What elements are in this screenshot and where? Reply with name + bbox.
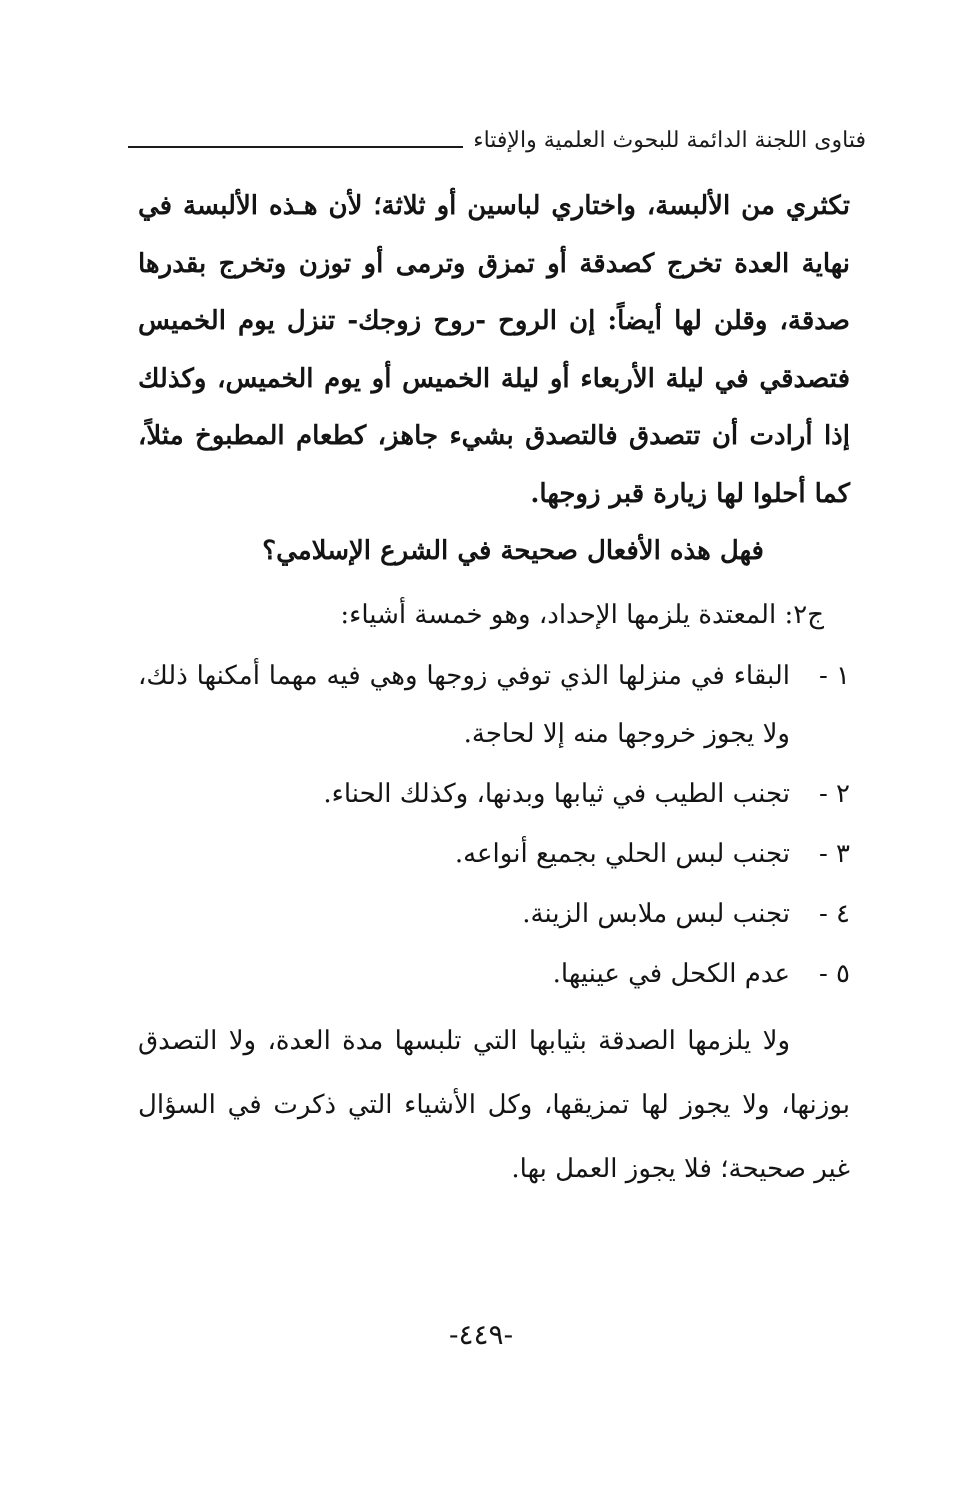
list-item (138, 825, 850, 883)
list-item-number: ٥ - (818, 958, 850, 989)
list-item-number: ٢ - (818, 778, 850, 809)
list-item (138, 765, 850, 823)
list-item (138, 647, 850, 763)
header-rule (128, 146, 463, 148)
list-item-number: ٤ - (818, 898, 850, 929)
answer-conclusion: ولا يلزمها الصدقة بثيابها التي تلبسها مدة العدة، ولا التصدق بوزنها، ولا يجوز لها تمزيقها، وكل الأشياء التي ذكرت في السؤال غير صحيحة؛ فلا يجوز العمل بها. (138, 1025, 850, 1184)
list-item-text: البقاء في منزلها الذي توفي زوجها وهي فيه مهما أمكنها ذلك، ولا يجوز خروجها منه إلا لحاجة. (138, 660, 790, 749)
list-item-text: تجنب الطيب في ثيابها وبدنها، وكذلك الحناء. (323, 778, 790, 809)
header-title: فتاوى اللجنة الدائمة للبحوث العلمية والإفتاء (473, 127, 866, 153)
list-item-number: ١ - (818, 660, 850, 691)
list-item (138, 885, 850, 943)
question-closing: فهل هذه الأفعال صحيحة في الشرع الإسلامي؟ (262, 536, 764, 566)
answer-intro: ج٢: المعتدة يلزمها الإحداد، وهو خمسة أشياء: (340, 599, 824, 630)
question-paragraph: تكثري من الألبسة، واختاري لباسين أو ثلاثة؛ لأن هـذه الألبسة في نهاية العدة تخرج كصدقة أو تمزق وترمى أو توزن وتخرج بقدرها صدقة، وقلن لها أيضاً: إن الروح -روح زوجك- تنزل يوم الخميس فتصدقي في ليلة الأربعاء أو ليلة الخميس أو يوم الخميس، وكذلك إذا أرادت أن تتصدق فالتصدق بشيء جاهز، كطعام المطبوخ مثلاً، كما أحلوا لها زيارة قبر زوجها. (138, 191, 850, 509)
running-header (128, 118, 866, 162)
list-item-text: تجنب لبس ملابس الزينة. (522, 898, 790, 929)
list-item-number: ٣ - (818, 838, 850, 869)
page-number: -٤٤٩- (448, 1318, 514, 1351)
page-body (138, 178, 850, 1201)
list-item-text: عدم الكحل في عينيها. (552, 958, 790, 989)
list-item-text: تجنب لبس الحلي بجميع أنواعه. (454, 838, 790, 869)
list-item (138, 945, 850, 1003)
